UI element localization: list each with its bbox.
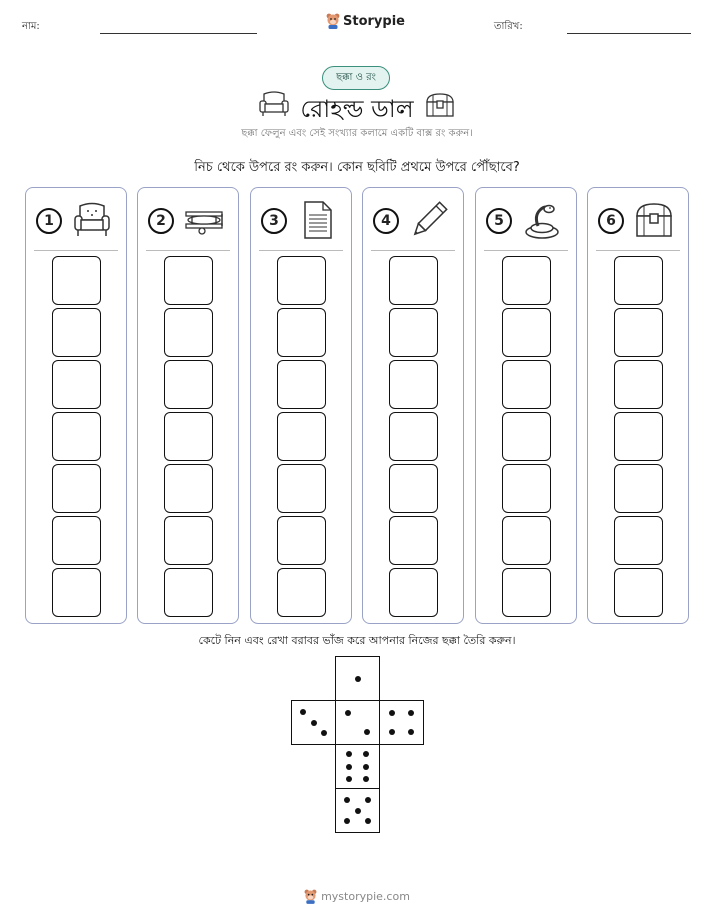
column-number: 3 xyxy=(261,208,287,234)
bear-icon xyxy=(304,889,317,904)
color-box[interactable] xyxy=(614,412,663,461)
column-divider xyxy=(596,250,680,251)
color-box[interactable] xyxy=(277,516,326,565)
color-box[interactable] xyxy=(502,464,551,513)
color-box[interactable] xyxy=(52,256,101,305)
column-number: 5 xyxy=(486,208,512,234)
dice-pip xyxy=(365,797,371,803)
column-4 xyxy=(362,187,464,624)
column-divider xyxy=(146,250,230,251)
color-box[interactable] xyxy=(277,412,326,461)
color-box[interactable] xyxy=(502,568,551,617)
dice-pip xyxy=(389,710,395,716)
dice-face-3 xyxy=(291,700,336,745)
dice-pip xyxy=(344,797,350,803)
document-icon xyxy=(295,198,339,242)
color-box[interactable] xyxy=(52,308,101,357)
color-box[interactable] xyxy=(277,360,326,409)
footer xyxy=(0,889,714,904)
color-box[interactable] xyxy=(52,464,101,513)
color-box[interactable] xyxy=(389,412,438,461)
column-number: 4 xyxy=(373,208,399,234)
column-5 xyxy=(475,187,577,624)
column-divider xyxy=(371,250,455,251)
color-box[interactable] xyxy=(614,360,663,409)
dice-pip xyxy=(363,776,369,782)
color-box[interactable] xyxy=(502,412,551,461)
dice-pip xyxy=(346,776,352,782)
dice-face-1 xyxy=(335,656,380,701)
dice-pip xyxy=(363,764,369,770)
column-3 xyxy=(250,187,352,624)
date-line[interactable] xyxy=(567,33,691,34)
column-divider xyxy=(484,250,568,251)
dice-pip xyxy=(364,729,370,735)
dice-pip xyxy=(321,730,327,736)
name-label: নাম: xyxy=(22,21,40,32)
cut-instruction: কেটে নিন এবং রেখা বরাবর ভাঁজ করে আপনার নিজের ছক্কা তৈরি করুন। xyxy=(198,634,516,647)
footer-url: mystorypie.com xyxy=(321,890,410,903)
name-line[interactable] xyxy=(100,33,257,34)
color-box[interactable] xyxy=(277,308,326,357)
color-box[interactable] xyxy=(164,308,213,357)
treasure-chest-title-icon xyxy=(424,92,456,118)
column-number: 1 xyxy=(36,208,62,234)
dice-pip xyxy=(344,818,350,824)
dice-pip xyxy=(389,729,395,735)
column-2 xyxy=(137,187,239,624)
color-box[interactable] xyxy=(164,568,213,617)
dice-face-4 xyxy=(379,700,424,745)
instruction: নিচ থেকে উপরে রং করুন। কোন ছবিটি প্রথমে উপরে পৌঁছাবে? xyxy=(194,160,520,175)
subtitle: ছক্কা ফেলুন এবং সেই সংখ্যার কলামে একটি বাক্স রং করুন। xyxy=(241,128,473,139)
color-box[interactable] xyxy=(164,412,213,461)
dice-pip xyxy=(300,709,306,715)
column-number: 2 xyxy=(148,208,174,234)
biplane-icon xyxy=(182,198,226,242)
dice-pip xyxy=(346,751,352,757)
column-divider xyxy=(34,250,118,251)
color-box[interactable] xyxy=(52,516,101,565)
armchair-icon xyxy=(70,198,114,242)
dice-pip xyxy=(311,720,317,726)
color-box[interactable] xyxy=(277,464,326,513)
bear-icon xyxy=(326,13,340,29)
dice-pip xyxy=(346,764,352,770)
treasure-chest-icon xyxy=(632,198,676,242)
color-box[interactable] xyxy=(502,256,551,305)
color-box[interactable] xyxy=(52,568,101,617)
color-box[interactable] xyxy=(52,412,101,461)
dice-pip xyxy=(355,808,361,814)
dice-face-2 xyxy=(335,700,380,745)
column-divider xyxy=(259,250,343,251)
snake-icon xyxy=(520,198,564,242)
column-1 xyxy=(25,187,127,624)
color-box[interactable] xyxy=(614,516,663,565)
date-label: তারিখ: xyxy=(494,21,523,32)
color-box[interactable] xyxy=(164,256,213,305)
dice-pip xyxy=(365,818,371,824)
color-box[interactable] xyxy=(502,360,551,409)
color-box[interactable] xyxy=(502,516,551,565)
color-box[interactable] xyxy=(389,360,438,409)
brand-name: Storypie xyxy=(343,13,405,29)
color-box[interactable] xyxy=(164,360,213,409)
color-box[interactable] xyxy=(614,464,663,513)
dice-pip xyxy=(345,710,351,716)
column-number: 6 xyxy=(598,208,624,234)
page-title: রোহল্ড ডাল xyxy=(300,95,414,123)
color-box[interactable] xyxy=(389,516,438,565)
color-box[interactable] xyxy=(277,256,326,305)
dice-pip xyxy=(355,676,361,682)
dice-pip xyxy=(408,710,414,716)
dice-face-5 xyxy=(335,788,380,833)
dice-pip xyxy=(408,729,414,735)
color-box[interactable] xyxy=(389,568,438,617)
color-box[interactable] xyxy=(164,464,213,513)
dice-pip xyxy=(363,751,369,757)
color-box[interactable] xyxy=(502,308,551,357)
color-box[interactable] xyxy=(277,568,326,617)
brand-logo xyxy=(326,13,405,29)
color-box[interactable] xyxy=(614,256,663,305)
pencil-icon xyxy=(407,198,451,242)
color-box[interactable] xyxy=(389,464,438,513)
color-box[interactable] xyxy=(389,256,438,305)
dice-face-6 xyxy=(335,744,380,789)
color-box[interactable] xyxy=(52,360,101,409)
activity-tag: ছক্কা ও রং xyxy=(322,66,390,90)
color-box[interactable] xyxy=(614,568,663,617)
color-box[interactable] xyxy=(614,308,663,357)
column-6 xyxy=(587,187,689,624)
color-box[interactable] xyxy=(164,516,213,565)
color-box[interactable] xyxy=(389,308,438,357)
